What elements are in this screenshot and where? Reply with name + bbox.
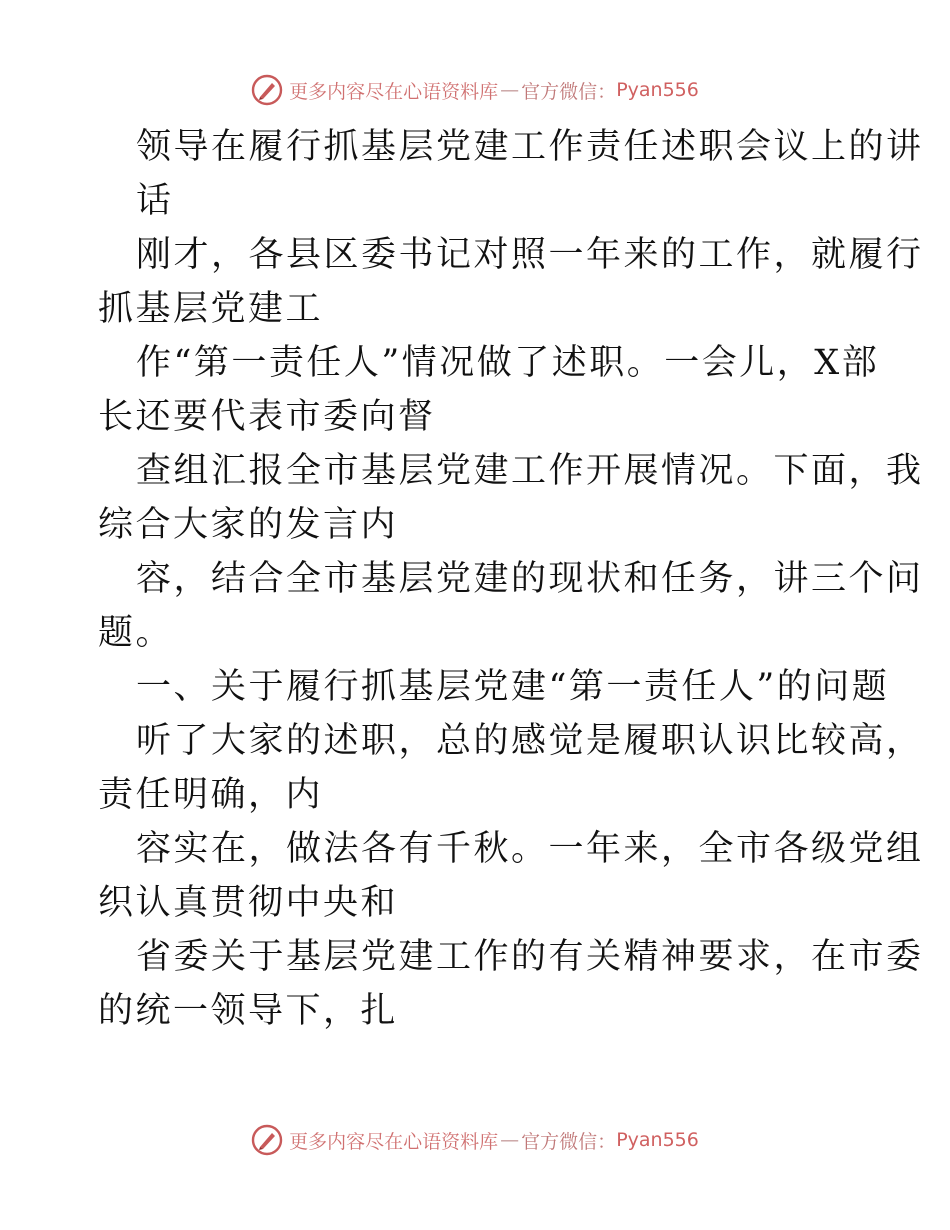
watermark-site-text: 更多内容尽在心语资料库 [289, 80, 499, 103]
watermark-separator: — [500, 1129, 520, 1151]
watermark-wechat-id: Pyan556 [616, 1129, 699, 1151]
text-line: 容实在，做法各有千秋。一年来，全市各级党组 [136, 829, 924, 869]
header-watermark [0, 70, 950, 110]
text-line: 省委关于基层党建工作的有关精神要求，在市委 [136, 937, 924, 977]
watermark-site-text: 更多内容尽在心语资料库 [289, 1130, 499, 1153]
text-line: 织认真贯彻中央和 [98, 883, 399, 923]
watermark-label: 官方微信： [521, 80, 617, 103]
footer-watermark [0, 1120, 950, 1160]
text-line: 领导在履行抓基层党建工作责任述职会议上的讲 [136, 127, 924, 167]
pen-logo-icon [251, 1124, 283, 1156]
text-line: 查组汇报全市基层党建工作开展情况。下面，我 [136, 451, 924, 491]
watermark-label: 官方微信： [521, 1130, 617, 1153]
document-body [98, 120, 924, 1038]
text-line: 抓基层党建工 [98, 289, 324, 329]
text-line: 容，结合全市基层党建的现状和任务，讲三个问 [136, 559, 924, 599]
text-line: 长还要代表市委向督 [98, 397, 436, 437]
text-line: 作“第一责任人”情况做了述职。一会儿，X部 [136, 343, 880, 383]
text-line: 话 [136, 181, 174, 221]
text-line: 一、关于履行抓基层党建“第一责任人”的问题 [136, 667, 890, 707]
text-line: 的统一领导下，扎 [98, 991, 399, 1031]
pen-logo-icon [251, 74, 283, 106]
watermark-separator: — [500, 79, 520, 101]
text-line: 题。 [98, 613, 174, 653]
text-line: 综合大家的发言内 [98, 505, 399, 545]
text-line: 听了大家的述职，总的感觉是履职认识比较高， [136, 721, 924, 761]
text-line: 刚才，各县区委书记对照一年来的工作，就履行 [136, 235, 924, 275]
watermark-wechat-id: Pyan556 [616, 79, 699, 101]
text-line: 责任明确，内 [98, 775, 324, 815]
